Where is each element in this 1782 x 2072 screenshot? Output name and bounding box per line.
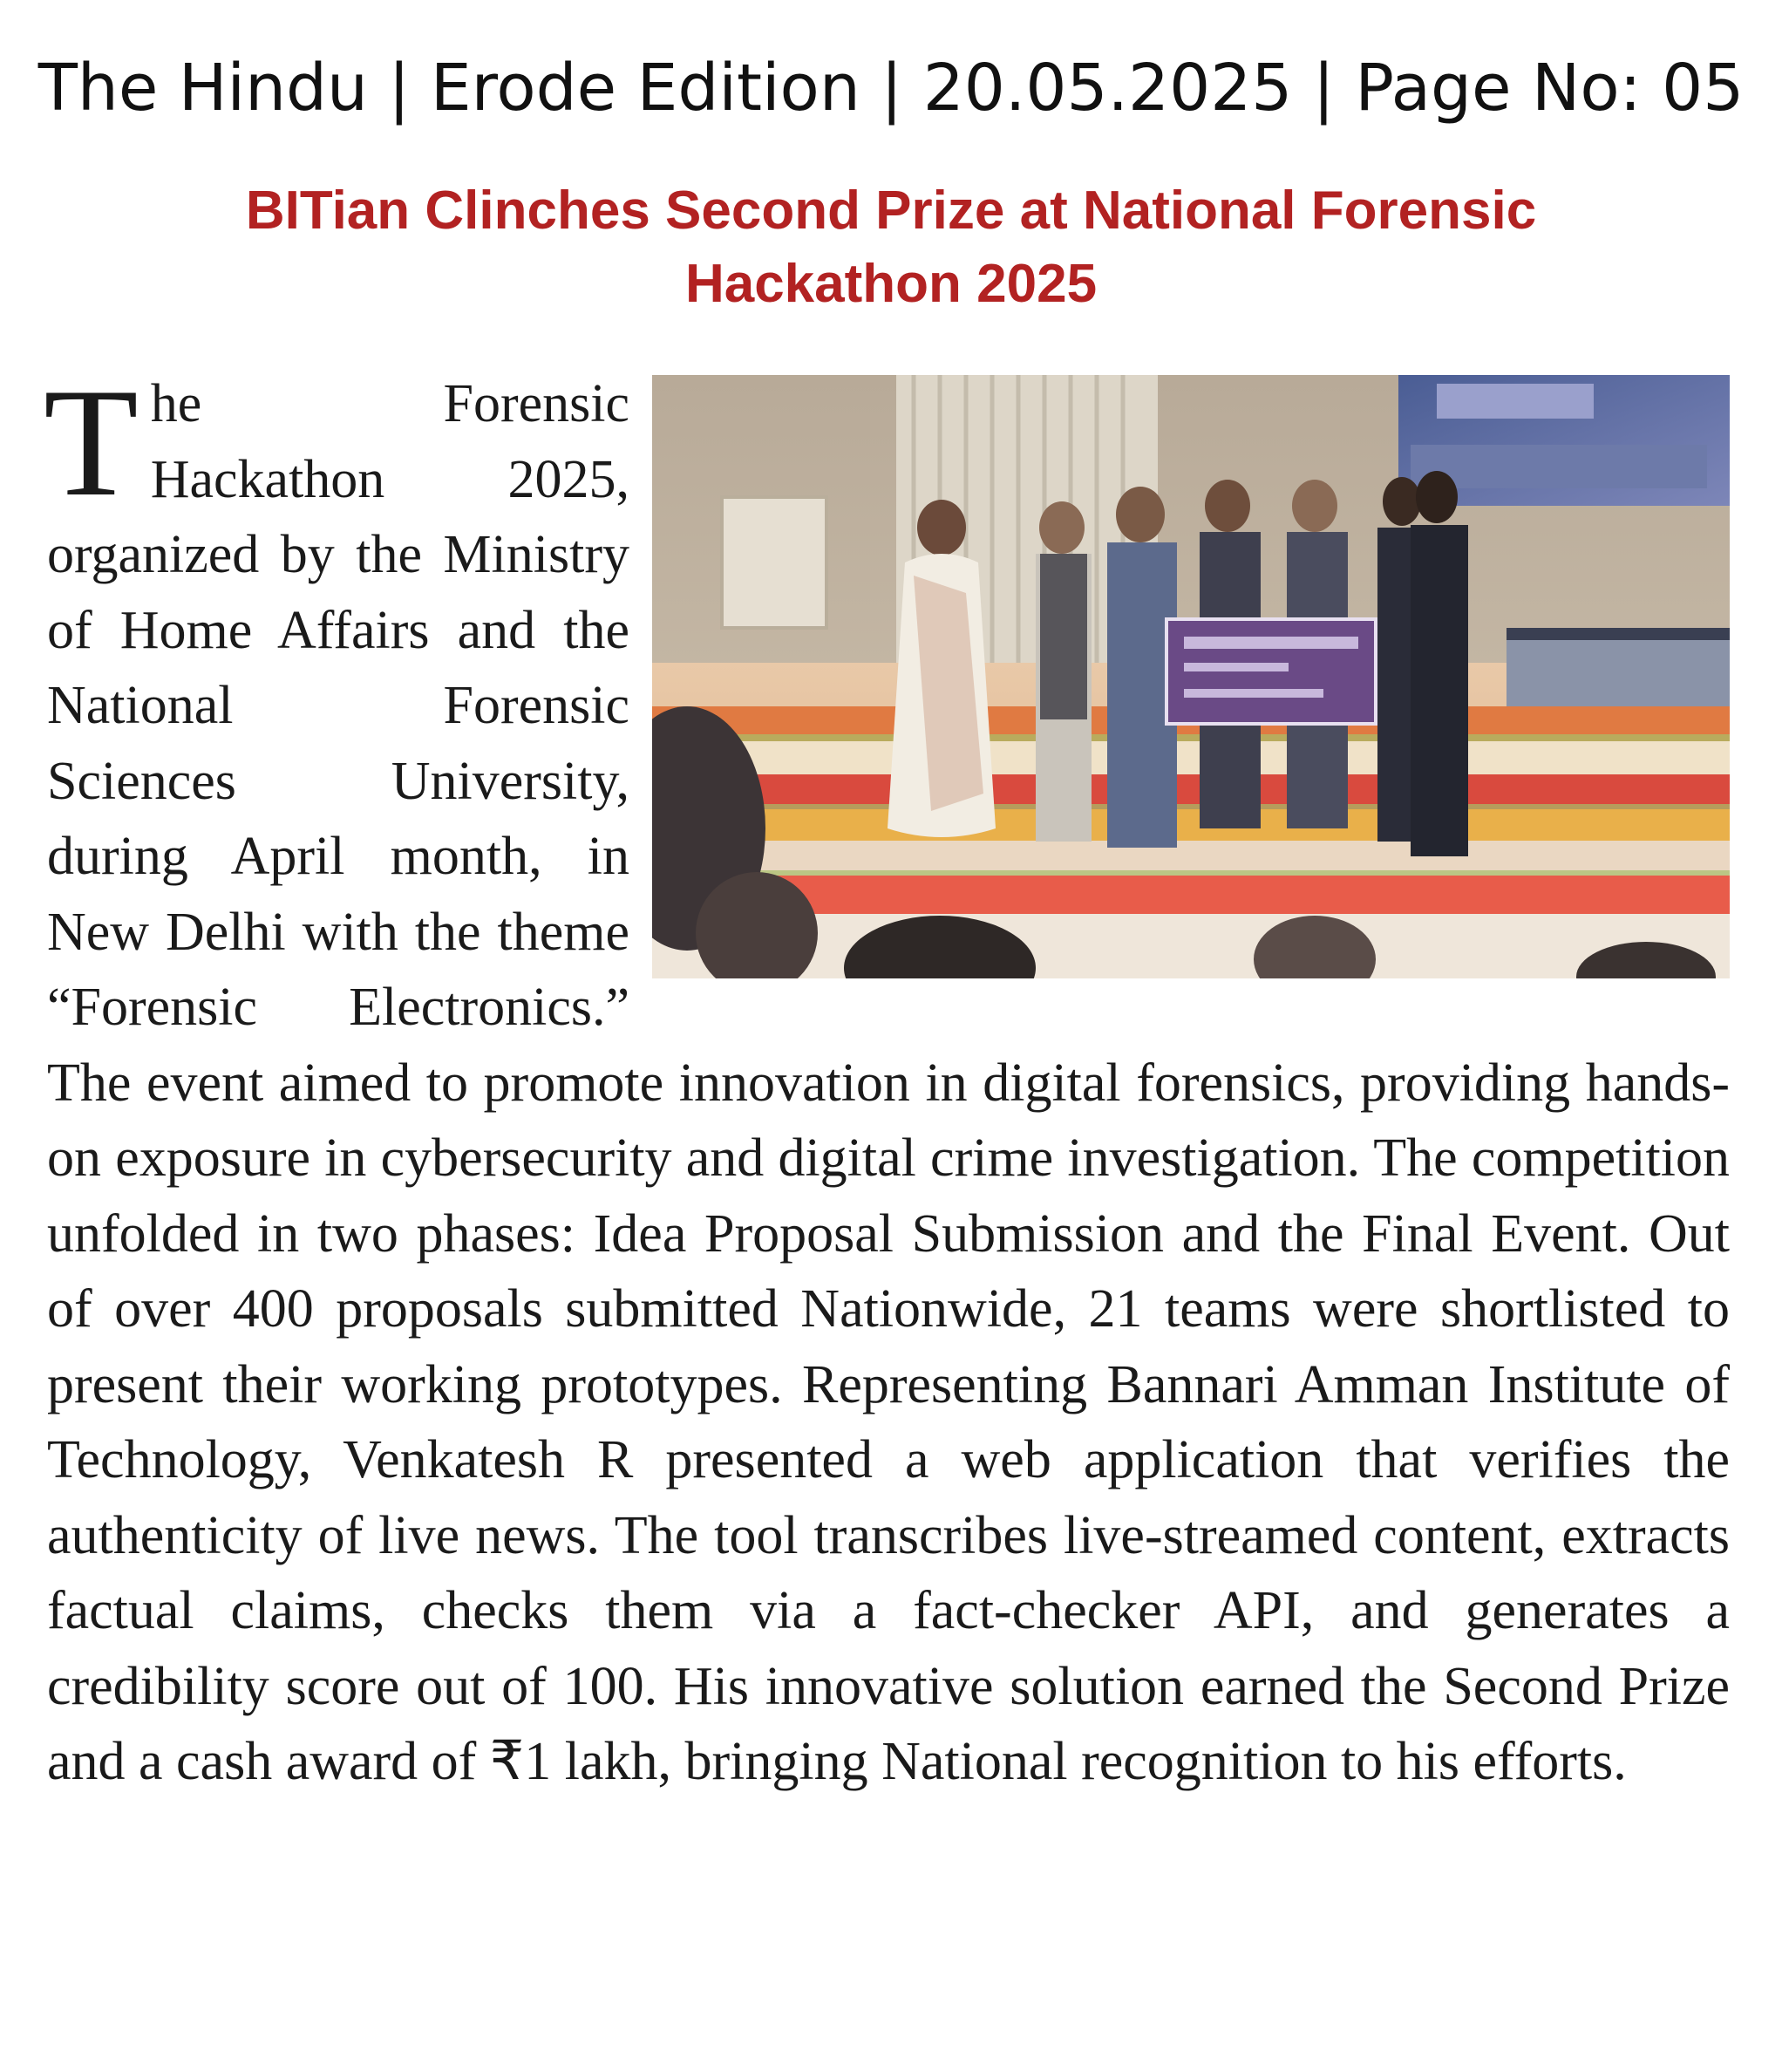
article-body: [44, 356, 1730, 1800]
masthead: The Hindu | Erode Edition | 20.05.2025 | Page No: 05: [37, 51, 1745, 126]
article-headline: [87, 174, 1695, 321]
headline-line-2: Hackathon 2025: [684, 254, 1098, 314]
award-ceremony-photo: [652, 375, 1730, 978]
headline-line-1: BITian Clinches Second Prize at National Forensic: [245, 181, 1537, 241]
article-text: he Forensic Hackathon 2025, organized by the Ministry of Home Affairs and the National Forensic Sciences University, during April month, in New Delhi with the theme “Forensic Electronics.” The event aimed to promote innovation in digital forensics, providing hands-on exposure in cybersecurity and digital crime investigation. The competition unfolded in two phases: Idea Proposal Submission and the Final Event. Out of over 400 proposals submitted Nationwide, 21 teams were shortlisted to present their working prototypes. Representing Bannari Amman Institute of Technology, Venkatesh R presented a web application that verifies the authenticity of live news. The tool transcribes live-streamed content, extracts factual claims, checks them via a fact-checker API, and generates a credibility score out of 100. His innovative solution earned the Second Prize and a cash award of ₹1 lakh, bringing National recognition to his efforts.: [47, 374, 1730, 1791]
drop-cap: T: [44, 356, 139, 528]
